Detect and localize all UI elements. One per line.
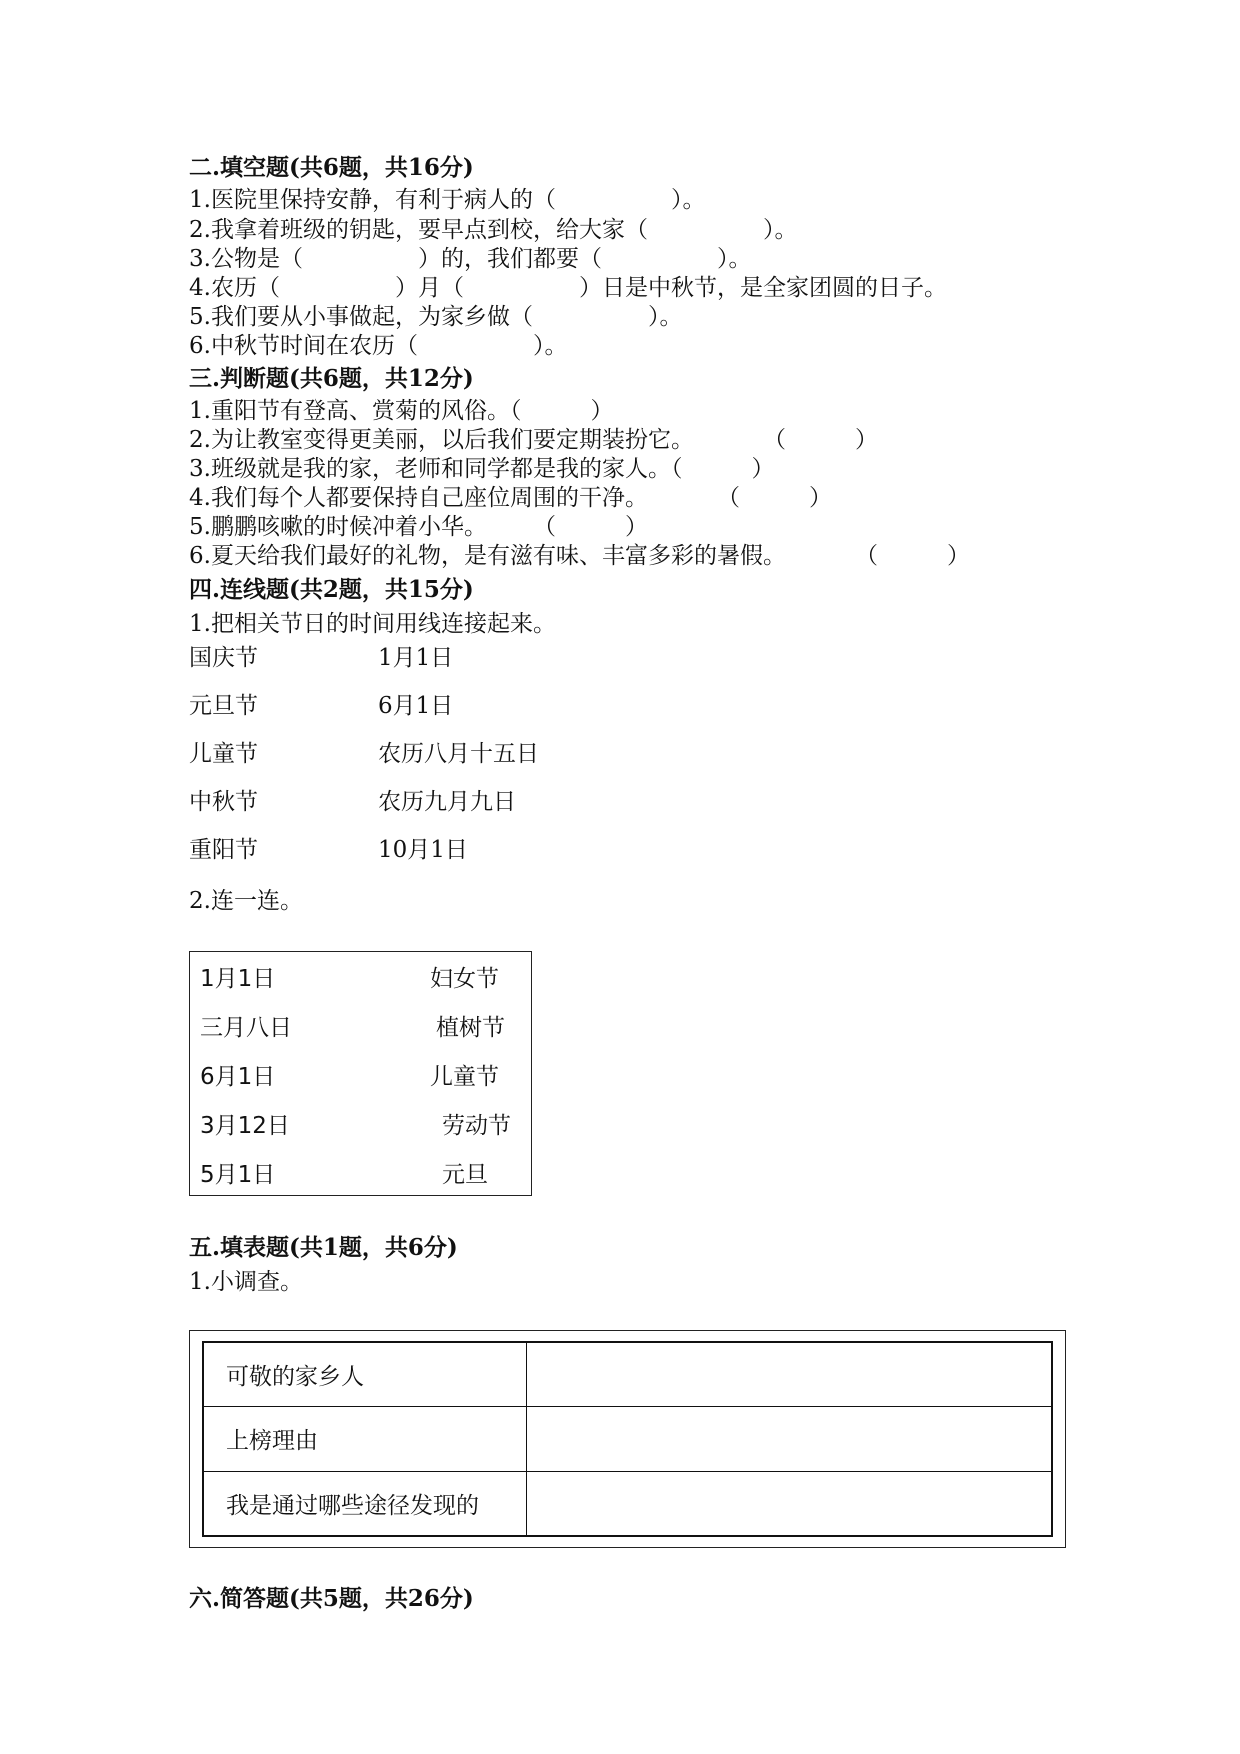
- answer-cell[interactable]: [527, 1407, 1052, 1472]
- festival-item: 国庆节: [189, 645, 258, 671]
- date-item: 农历九月九日: [378, 789, 516, 815]
- match-box: [189, 951, 532, 1196]
- box-festival: 元旦: [442, 1162, 488, 1188]
- box-festival: 妇女节: [430, 966, 499, 992]
- date-item: 1月1日: [378, 645, 454, 671]
- box-date: 5月1日: [200, 1162, 276, 1188]
- table-row: [204, 1343, 1051, 1407]
- answer-cell[interactable]: [527, 1471, 1052, 1535]
- judge-question-6: 6.夏天给我们最好的礼物，是有滋有味、丰富多彩的暑假。 （ ）: [189, 543, 970, 569]
- table-row: [204, 1407, 1051, 1472]
- section-2-heading: 二.填空题(共6题，共16分): [189, 154, 474, 181]
- judge-question-4: 4.我们每个人都要保持自己座位周围的干净。 （ ）: [189, 485, 832, 511]
- festival-item: 元旦节: [189, 693, 258, 719]
- fill-question-3: 3.公物是（ ）的，我们都要（ ）。: [189, 246, 752, 272]
- box-date: 3月12日: [200, 1113, 290, 1139]
- festival-item: 儿童节: [189, 741, 258, 767]
- answer-cell[interactable]: [527, 1343, 1052, 1407]
- table-row: [204, 1471, 1051, 1535]
- fill-question-4: 4.农历（ ）月（ ）日是中秋节，是全家团圆的日子。: [189, 275, 947, 301]
- box-festival: 儿童节: [430, 1064, 499, 1090]
- date-item: 10月1日: [378, 837, 468, 863]
- judge-question-2: 2.为让教室变得更美丽，以后我们要定期装扮它。 （ ）: [189, 427, 878, 453]
- box-festival: 劳动节: [442, 1113, 511, 1139]
- date-item: 农历八月十五日: [378, 741, 539, 767]
- match-question-2: 2.连一连。: [189, 888, 303, 914]
- fill-question-5: 5.我们要从小事做起，为家乡做（ ）。: [189, 304, 683, 330]
- judge-question-3: 3.班级就是我的家，老师和同学都是我的家人。（ ）: [189, 456, 775, 482]
- section-3-heading: 三.判断题(共6题，共12分): [189, 365, 474, 392]
- box-date: 1月1日: [200, 966, 276, 992]
- box-date: 三月八日: [200, 1015, 292, 1041]
- judge-question-5: 5.鹏鹏咳嗽的时候冲着小华。 （ ）: [189, 514, 648, 540]
- fill-question-1: 1.医院里保持安静，有利于病人的（ ）。: [189, 187, 706, 213]
- fill-question-6: 6.中秋节时间在农历（ ）。: [189, 333, 568, 359]
- section-4-heading: 四.连线题(共2题，共15分): [189, 576, 474, 603]
- section-6-heading: 六.简答题(共5题，共26分): [189, 1585, 474, 1612]
- row-label: 我是通过哪些途径发现的: [204, 1471, 527, 1535]
- festival-item: 中秋节: [189, 789, 258, 815]
- table-question-1: 1.小调查。: [189, 1269, 303, 1295]
- judge-question-1: 1.重阳节有登高、赏菊的风俗。（ ）: [189, 398, 614, 424]
- match-question-1: 1.把相关节日的时间用线连接起来。: [189, 611, 556, 637]
- row-label: 可敬的家乡人: [204, 1343, 527, 1407]
- section-5-heading: 五.填表题(共1题，共6分): [189, 1234, 458, 1261]
- survey-table-frame: [189, 1330, 1066, 1548]
- box-date: 6月1日: [200, 1064, 276, 1090]
- date-item: 6月1日: [378, 693, 454, 719]
- fill-question-2: 2.我拿着班级的钥匙，要早点到校，给大家（ ）。: [189, 217, 798, 243]
- festival-item: 重阳节: [189, 837, 258, 863]
- row-label: 上榜理由: [204, 1407, 527, 1472]
- survey-table: [202, 1341, 1053, 1537]
- box-festival: 植树节: [436, 1015, 505, 1041]
